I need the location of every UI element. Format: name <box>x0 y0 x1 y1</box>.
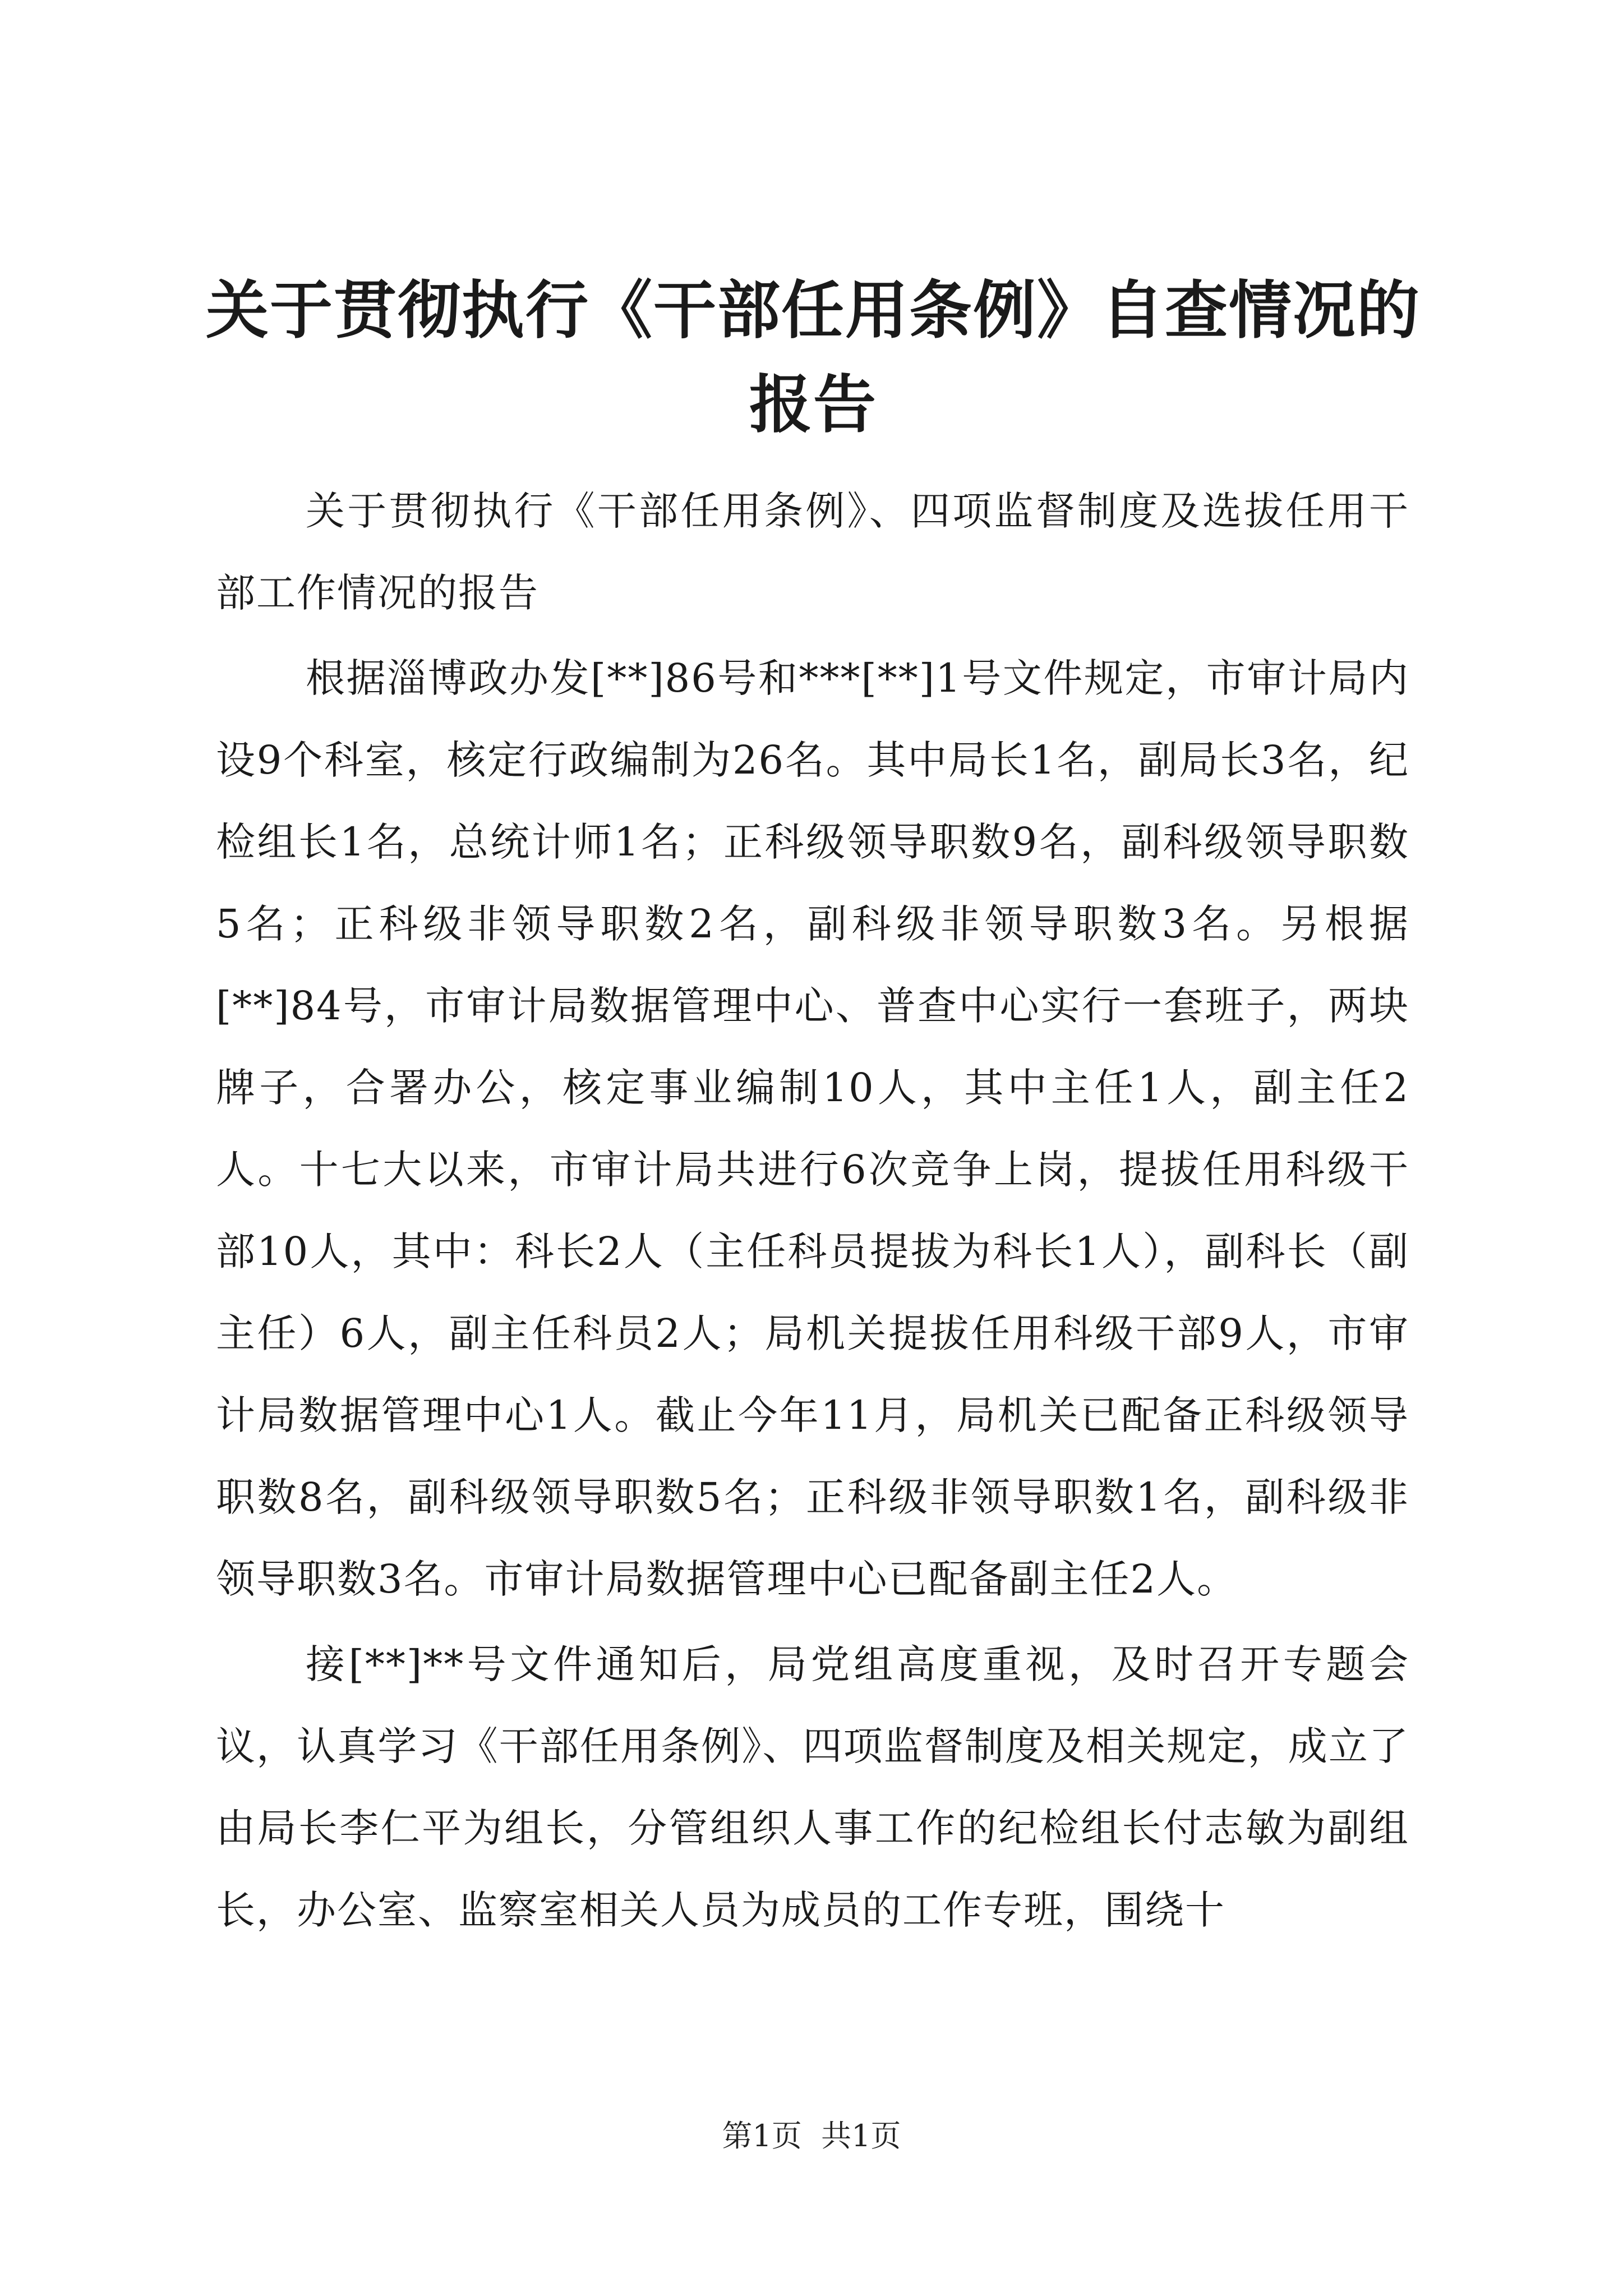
page-footer <box>0 2114 1623 2159</box>
page-number: 第1页 <box>722 2118 802 2154</box>
document-title: 关于贯彻执行《干部任用条例》自查情况的报告 <box>206 274 1421 441</box>
paragraph-staffing-overview: 根据淄博政办发[**]86号和***[**]1号文件规定，市审计局内设9个科室，核定行政编制为26名。其中局长1名，副局长3名，纪检组长1名，总统计师1名；正科级领导职数9名，副科级领导职数5名；正科级非领导职数2名，副科级非领导职数3名。另根据[**]84号，市审计局数据管理中心、普查中心实行一套班子，两块牌子，合署办公，核定事业编制10人，其中主任1人，副主任2人。十七大以来，市审计局共进行6次竞争上岗，提拔任用科级干部10人，其中：科长2人（主任科员提拔为科长1人），副科长（副主任）6人，副主任科员2人；局机关提拔任用科级干部9人，市审计局数据管理中心1人。截止今年11月，局机关已配备正科级领导职数8名，副科级领导职数5名；正科级非领导职数1名，副科级非领导职数3名。市审计局数据管理中心已配备副主任2人。 <box>216 655 1409 1602</box>
page-total: 共1页 <box>821 2118 901 2154</box>
document-body <box>216 470 1409 1954</box>
paragraph-self-inspection: 接[**]**号文件通知后，局党组高度重视，及时召开专题会议，认真学习《干部任用条例》、四项监督制度及相关规定，成立了由局长李仁平为组长，分管组织人事工作的纪检组长付志敏为副组长，办公室、监察室相关人员为成员的工作专班，围绕十 <box>216 1641 1409 1933</box>
paragraph-report-subtitle: 关于贯彻执行《干部任用条例》、四项监督制度及选拔任用干部工作情况的报告 <box>216 488 1409 616</box>
